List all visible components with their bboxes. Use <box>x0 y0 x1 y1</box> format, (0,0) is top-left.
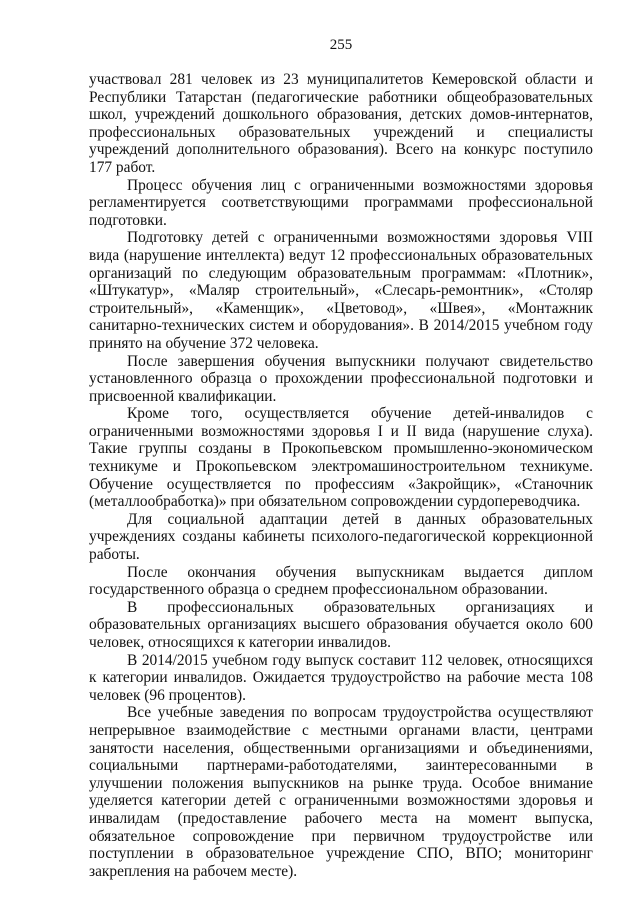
paragraph-social-adaptation: Для социальной адаптации детей в данных образовательных учреждениях созданы кабинеты психолого-педагогической коррекционной работы. <box>89 510 593 564</box>
paragraph-type-viii-training: Подготовку детей с ограниченными возможностями здоровья VIII вида (нарушение интеллекта) ведут 12 профессиональных образовательных организаций по следующим образовательным программам: «Плотник», «Штукатур», «Маляр строительный», «Слесарь-ремонтник», «Столяр строительный», «Каменщик», «Цветовод», «Швея», «Монтажник санитарно-технических систем и оборудования». В 2014/2015 учебном году принято на обучение 372 человека. <box>89 229 593 352</box>
paragraph-higher-education: В профессиональных образовательных организациях и образовательных организациях высшего образования обучается около 600 человек, относящихся к категории инвалидов. <box>89 598 593 651</box>
paragraph-hearing-impaired-training: Кроме того, осуществляется обучение детей-инвалидов с ограниченными возможностями здоровья I и II вида (нарушение слуха). Такие группы созданы в Прокопьевском промышленно-экономическом техникуме и Прокопьевском электромашиностроительном техникуме. Обучение осуществляется по профессиям «Закройщик», «Станочник (металлообработка)» при обязательном сопровождении сурдопереводчика. <box>89 405 593 511</box>
paragraph-continuation: участвовал 281 человек из 23 муниципалитетов Кемеровской области и Республики Татарстан (педагогические работники общеобразовательных школ, учреждений дошкольного образования, детских домов-интернатов, профессиональных образовательных учреждений и специалисты учреждений дополнительного образования). Всего на конкурс поступило 177 работ. <box>89 71 593 176</box>
paragraph-training-process: Процесс обучения лиц с ограниченными возможностями здоровья регламентируется соответствующими программами профессиональной подготовки. <box>89 176 593 229</box>
page-number: 255 <box>329 37 353 53</box>
paragraph-employment: Все учебные заведения по вопросам трудоустройства осуществляют непрерывное взаимодействие с местными органами власти, центрами занятости населения, общественными организациями и объединениями, социальными партнерами-работодателями, заинтересованными в улучшении положения выпускников на рынке труда. Особое внимание уделяется категории детей с ограниченными возможностями здоровья и инвалидам (предоставление рабочего места на момент выпуска, обязательное сопровождение при первичном трудоустройстве или поступлении в образовательное учреждение СПО, ВПО; мониторинг закрепления на рабочем месте). <box>89 704 593 880</box>
paragraph-certificate: После завершения обучения выпускники получают свидетельство установленного образца о прохождении профессиональной подготовки и присвоенной квалификации. <box>89 352 593 405</box>
body-text <box>89 71 593 880</box>
paragraph-graduation-2015: В 2014/2015 учебном году выпуск составит 112 человек, относящихся к категории инвалидов. Ожидается трудоустройство на рабочие места 108 человек (96 процентов). <box>89 651 593 704</box>
paragraph-diploma: После окончания обучения выпускникам выдается диплом государственного образца о среднем профессиональном образовании. <box>89 563 593 599</box>
